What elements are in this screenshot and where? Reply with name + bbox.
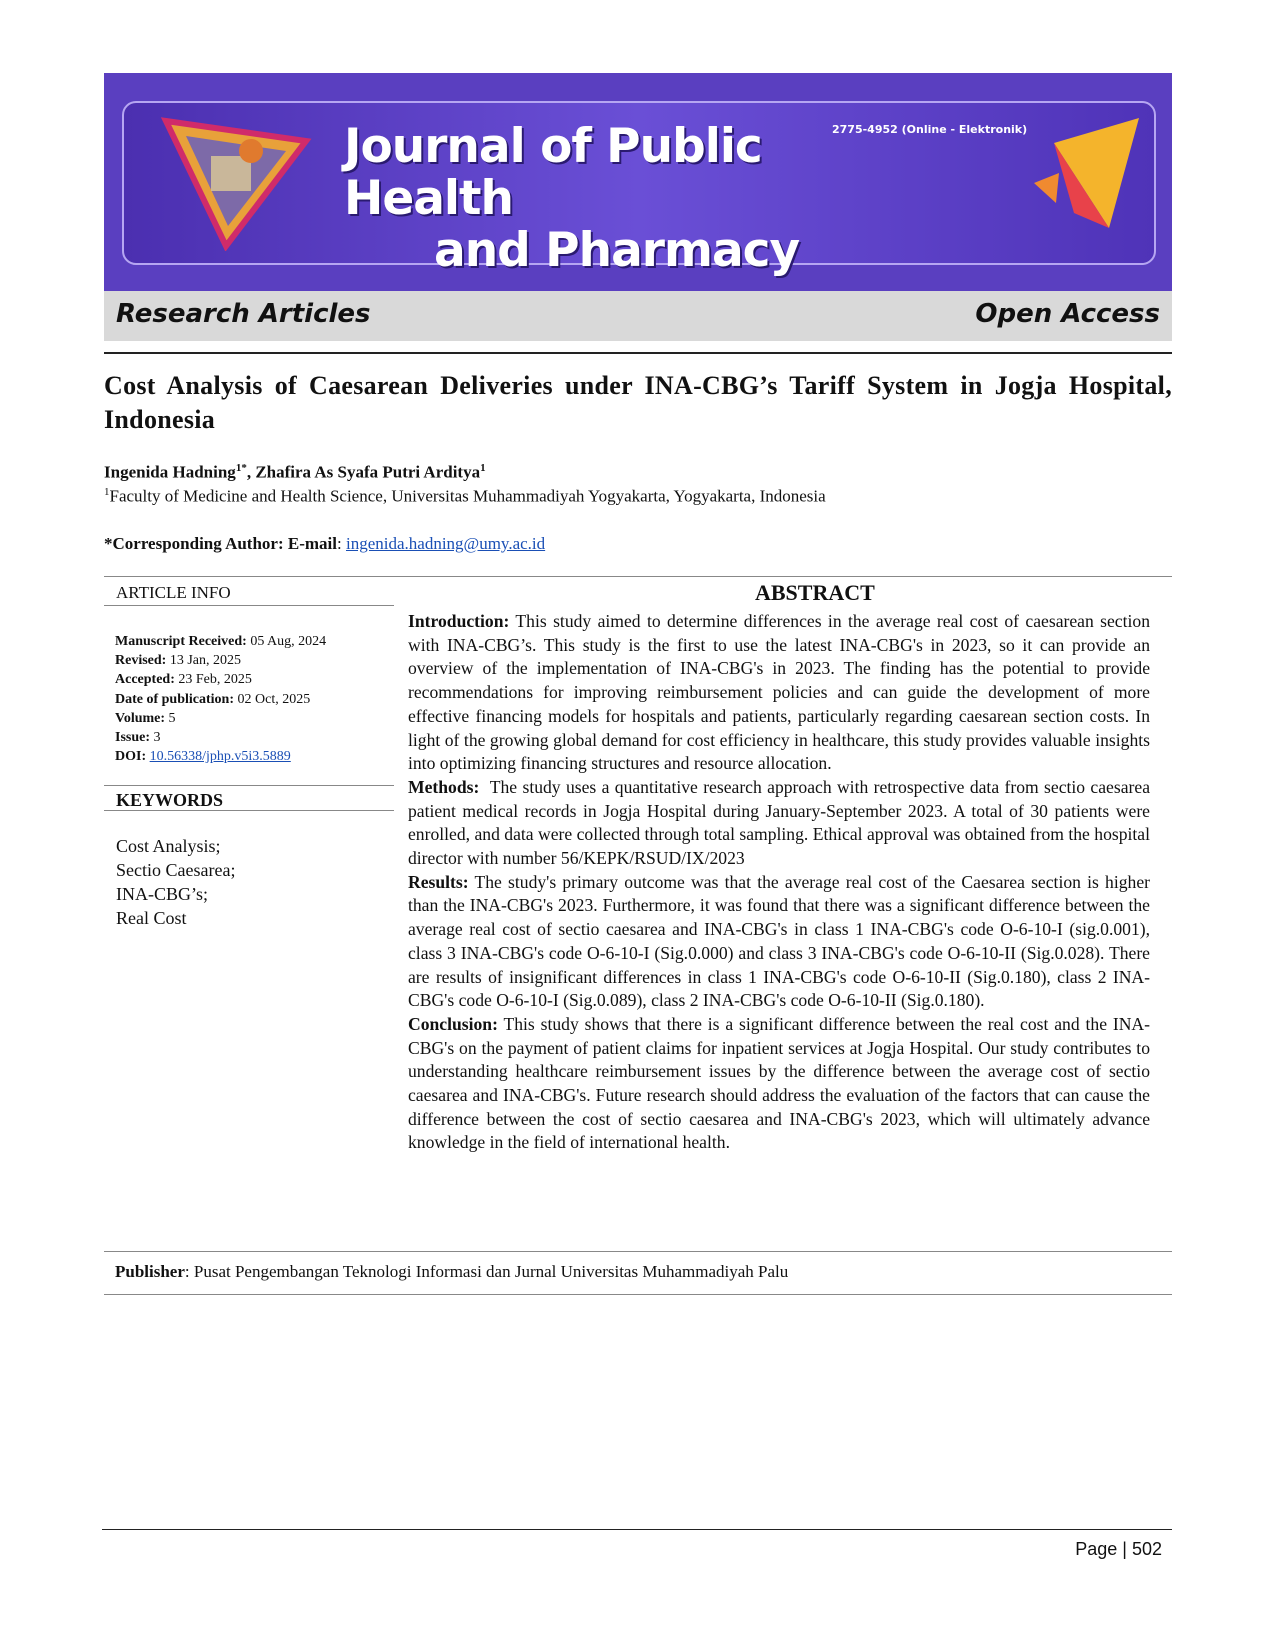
paper-title: Cost Analysis of Caesarean Deliveries under INA-CBG’s Tariff System in Jogja Hospital, Indonesia: [104, 371, 1172, 434]
author-separator: ,: [246, 462, 256, 482]
meta-revised: [115, 651, 326, 670]
author-affiliation-mark: 1: [480, 462, 486, 474]
journal-title-line2: and Pharmacy: [434, 223, 800, 278]
keyword-item: Cost Analysis;: [116, 836, 221, 856]
meta-value: 3: [153, 730, 161, 746]
affiliation: [104, 486, 826, 507]
abstract-section-label: Methods:: [408, 776, 480, 797]
author-list: [104, 462, 486, 483]
meta-value: 13 Jan, 2025: [169, 653, 241, 669]
abstract-results: [408, 871, 1150, 1013]
author-name: Ingenida Hadning: [104, 462, 236, 482]
affiliation-mark: 1: [104, 486, 110, 498]
abstract-section-label: Introduction:: [408, 611, 510, 631]
banner-left-triangle-icon: [156, 111, 316, 251]
open-access-label: Open Access: [975, 299, 1160, 329]
abstract-heading: ABSTRACT: [755, 580, 875, 605]
journal-banner: [104, 73, 1172, 291]
meta-accepted: [115, 670, 326, 689]
keyword-item: INA-CBG’s;: [116, 884, 209, 904]
publisher-colon: :: [184, 1262, 194, 1281]
info-bottom-rule: [104, 1251, 1172, 1252]
meta-label: Manuscript Received:: [115, 634, 247, 649]
footer-divider: [102, 1529, 1172, 1530]
meta-label: Accepted:: [115, 672, 175, 688]
research-articles-label: Research Articles: [116, 299, 371, 329]
abstract-section-text: This study aimed to determine differences in the average real cost of caesarean section with INA-CBG’s. This study is the first to use the latest INA-CBG's in 2023, so it can provide an overview of the implementation of INA-CBG's in 2023. The finding has the potential to provide recommendations for improving reimbursement policies and can guide the development of more effective financing models for hospitals and patients, particularly regarding caesarean section costs. In light of the growing global demand for cost efficiency in healthcare, this study provides valuable insights into optimizing financing structures and resource allocation.: [408, 611, 1150, 774]
abstract-section-text: This study shows that there is a significant difference between the real cost and the INA-CBG's on the payment of patient claims for inpatient services at Jogja Hospital. Our study contributes to understanding healthcare reimbursement issues by the difference between the average cost of sectio caesarea and INA-CBG's. Future research should address the evaluation of the factors that can cause the difference between the cost of sectio caesarea and INA-CBG's 2023, which will ultimately advance knowledge in the field of international health.: [408, 1013, 1150, 1153]
meta-pubdate: [115, 690, 326, 709]
meta-label: Date of publication:: [115, 691, 234, 707]
keyword-item: Real Cost: [116, 908, 187, 928]
info-top-rule: [104, 576, 1172, 577]
meta-received: [115, 632, 326, 651]
meta-value: 5: [168, 710, 176, 726]
section-bar: [104, 291, 1172, 341]
publisher-label: Publisher: [115, 1262, 185, 1281]
keyword-item: Sectio Caesarea;: [116, 860, 236, 880]
info-head-rule: [104, 605, 394, 606]
abstract-introduction: [408, 610, 1150, 776]
affiliation-text: Faculty of Medicine and Health Science, Universitas Muhammadiyah Yogyakarta, Yogyakarta, Indonesia: [109, 486, 826, 506]
abstract-section-text: The study uses a quantitative research approach with retrospective data from sectio caesarea patient medical records in Jogja Hospital during January-September 2023. A total of 30 patients were enrolled, and data were collected through total sampling. Ethical approval was obtained from the hospital director with number 56/KEPK/RSUD/IX/2023: [408, 776, 1150, 869]
meta-label: Revised:: [115, 653, 167, 669]
corresponding-email-link[interactable]: ingenida.hadning@umy.ac.id: [345, 534, 546, 553]
publisher-line: [115, 1262, 788, 1282]
meta-value: 05 Aug, 2024: [250, 634, 327, 649]
keywords-top-rule: [104, 785, 394, 786]
meta-volume: [115, 709, 326, 728]
publisher-name: Pusat Pengembangan Teknologi Informasi dan Jurnal Universitas Muhammadiyah Palu: [193, 1262, 789, 1281]
issn-label: 2775-4952 (Online - Elektronik): [832, 123, 1028, 136]
journal-title: [344, 121, 864, 277]
journal-title-line1: Journal of Public Health: [344, 119, 762, 226]
meta-label: DOI:: [115, 749, 147, 765]
corresponding-label: *Corresponding Author: E-mail: [104, 534, 337, 553]
meta-doi: [115, 747, 326, 766]
meta-issue: [115, 728, 326, 747]
abstract-section-text: The study's primary outcome was that the average real cost of the Caesarea section is higher than the INA-CBG's 2023. Furthermore, it was found that there was a significant difference between the average real cost of sectio caesarea and INA-CBG's in class 1 INA-CBG's code O-6-10-I (sig.0.001), class 3 INA-CBG's code O-6-10-I (Sig.0.000) and class 3 INA-CBG's code O-6-10-II (Sig.0.028). There are results of insignificant differences in class 1 INA-CBG's code O-6-10-II (Sig.0.180), class 2 INA-CBG's code O-6-10-I (Sig.0.089), class 2 INA-CBG's code O-6-10-II (Sig.0.180).: [408, 871, 1150, 1011]
corresponding-colon: :: [337, 534, 346, 553]
abstract-section-label: Conclusion:: [408, 1013, 498, 1034]
publisher-bottom-rule: [104, 1294, 1172, 1295]
article-metadata: [115, 632, 326, 766]
meta-label: Volume:: [115, 710, 166, 726]
author-affiliation-mark: 1*: [235, 462, 247, 474]
banner-right-triangle-icon: [1034, 113, 1144, 233]
page-number: Page | 502: [1075, 1539, 1162, 1559]
doi-link[interactable]: 10.56338/jphp.v5i3.5889: [149, 749, 291, 765]
meta-label: Issue:: [115, 730, 151, 746]
abstract-section-label: Results:: [408, 871, 469, 892]
article-info-heading: ARTICLE INFO: [116, 583, 231, 602]
meta-value: 23 Feb, 2025: [178, 672, 252, 688]
abstract-methods: [408, 776, 1150, 871]
author-name: Zhafira As Syafa Putri Arditya: [255, 462, 481, 482]
header-divider: [104, 352, 1172, 354]
corresponding-author: [104, 534, 545, 554]
abstract-body: [408, 610, 1150, 1155]
meta-value: 02 Oct, 2025: [237, 691, 311, 707]
abstract-conclusion: [408, 1013, 1150, 1155]
keywords-heading: KEYWORDS: [116, 790, 224, 810]
keywords-list: [116, 834, 235, 930]
